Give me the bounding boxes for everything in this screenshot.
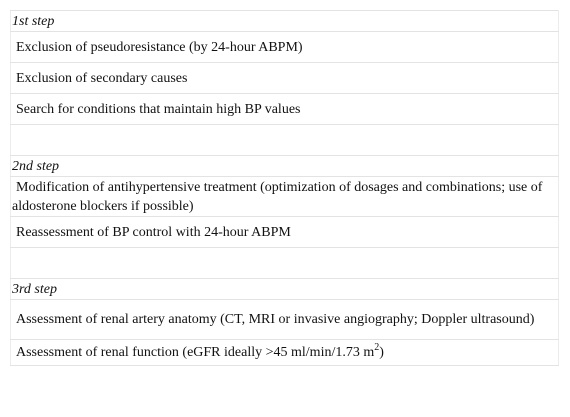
closing-paren: ) (379, 345, 384, 360)
step-2-title: 2nd step (11, 156, 559, 177)
step-1-item-3: Search for conditions that maintain high BP values (16, 101, 301, 117)
table-row (11, 177, 559, 217)
table-row (11, 300, 559, 340)
step-2-item-1: Modification of antihypertensive treatment (optimization of dosages and combinations; use of aldosterone blockers if possible) (12, 179, 543, 214)
step-1-item-2: Exclusion of secondary causes (16, 70, 188, 86)
step-header-row (11, 279, 559, 300)
step-1-title: 1st step (11, 11, 559, 32)
table-row (11, 217, 559, 248)
spacer-row (11, 125, 559, 156)
table-row (11, 63, 559, 94)
step-2-item-2: Reassessment of BP control with 24-hour ABPM (16, 224, 291, 240)
table-row (11, 32, 559, 63)
step-3-item-1: Assessment of renal artery anatomy (CT, MRI or invasive angiography; Doppler ultrasound) (16, 312, 535, 327)
renal-function-text: Assessment of renal function (eGFR ideally >45 ml/min/1.73 m (16, 345, 375, 360)
table-row (11, 94, 559, 125)
step-3-title: 3rd step (11, 279, 559, 300)
step-3-item-2 (12, 342, 384, 360)
table-row (11, 340, 559, 366)
steps-table (10, 10, 559, 366)
step-1-item-1: Exclusion of pseudoresistance (by 24-hour ABPM) (16, 39, 303, 55)
step-header-row (11, 156, 559, 177)
squared-superscript: 2 (374, 342, 380, 353)
spacer-row (11, 248, 559, 279)
step-header-row (11, 11, 559, 32)
